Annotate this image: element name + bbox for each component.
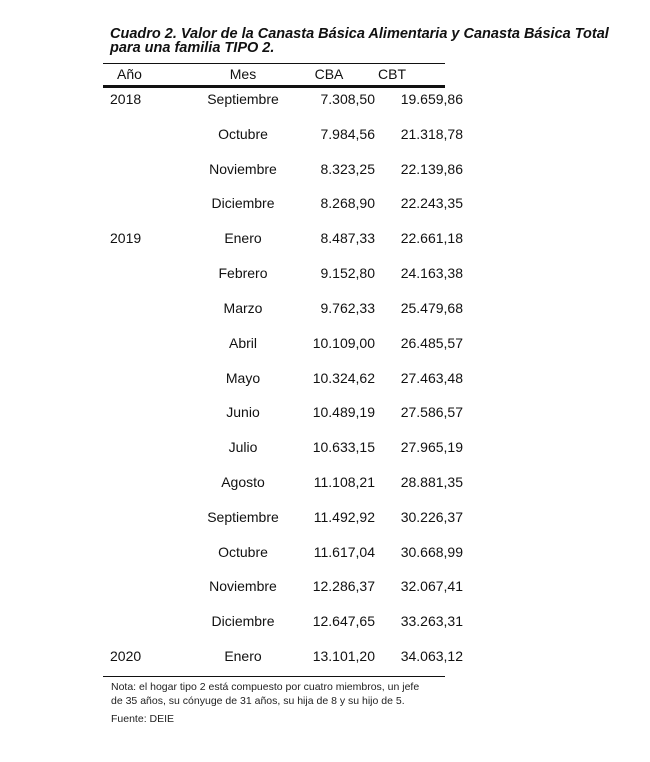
- table-row: [103, 193, 463, 213]
- month-cell: Enero: [224, 230, 262, 247]
- cbt-cell: 33.263,31: [400, 613, 463, 630]
- cbt-cell: 28.881,35: [400, 474, 463, 491]
- table-source: Fuente: DEIE: [111, 713, 175, 725]
- cba-cell: 11.617,04: [313, 543, 375, 560]
- cbt-cell: 22.243,35: [400, 195, 463, 212]
- cba-cell: 8.268,90: [320, 195, 375, 212]
- cbt-cell: 22.139,86: [400, 160, 463, 177]
- cbt-cell: 19.659,86: [400, 91, 463, 107]
- table-row: [103, 402, 463, 422]
- month-cell: Enero: [224, 648, 262, 665]
- month-cell: Octubre: [218, 543, 268, 560]
- month-cell: Septiembre: [207, 91, 279, 107]
- table-row: [103, 576, 463, 596]
- table-row: [103, 368, 463, 388]
- month-cell: Agosto: [221, 474, 265, 491]
- table-note: [111, 680, 451, 708]
- month-cell: Febrero: [218, 265, 268, 282]
- header-cbt: CBT: [378, 66, 406, 82]
- table-row: [103, 611, 463, 631]
- header-cba: CBA: [314, 66, 344, 82]
- table-row: [103, 333, 463, 353]
- table-bottom-rule: [103, 676, 445, 677]
- month-cell: Noviembre: [209, 160, 277, 177]
- month-cell: Diciembre: [211, 613, 275, 630]
- cbt-cell: 30.226,37: [400, 508, 463, 525]
- note-line-1: Nota: el hogar tipo 2 está compuesto por cuatro miembros, un jefe: [111, 681, 420, 693]
- table-row: [103, 298, 463, 318]
- table-row: [103, 263, 463, 283]
- table-row: [103, 507, 463, 527]
- cba-cell: 10.489,19: [312, 404, 375, 421]
- cbt-cell: 27.965,19: [400, 439, 463, 456]
- year-cell: 2019: [110, 230, 142, 247]
- cbt-cell: 27.586,57: [400, 404, 463, 421]
- cbt-cell: 26.485,57: [400, 334, 463, 351]
- cba-cell: 8.487,33: [320, 230, 375, 247]
- month-cell: Julio: [228, 439, 258, 456]
- cba-cell: 10.109,00: [312, 334, 375, 351]
- cba-cell: 9.762,33: [320, 299, 375, 316]
- cba-cell: 11.492,92: [313, 508, 375, 525]
- cba-cell: 12.286,37: [312, 578, 375, 595]
- table-row: [103, 472, 463, 492]
- cbt-cell: 25.479,68: [400, 299, 463, 316]
- table-row: [103, 228, 463, 248]
- month-cell: Octubre: [218, 125, 268, 142]
- header-month: Mes: [229, 66, 257, 82]
- cbt-cell: 30.668,99: [400, 543, 463, 560]
- cbt-cell: 21.318,78: [400, 125, 463, 142]
- table-row: [103, 437, 463, 457]
- cbt-cell: 32.067,41: [400, 578, 463, 595]
- table-title-line-1: Cuadro 2. Valor de la Canasta Básica Alimentaria y Canasta Básica Total: [110, 26, 609, 42]
- month-cell: Diciembre: [211, 195, 275, 212]
- year-cell: 2018: [110, 91, 142, 107]
- cba-cell: 10.633,15: [312, 439, 375, 456]
- cba-cell: 11.108,21: [313, 474, 375, 491]
- month-cell: Mayo: [225, 369, 261, 386]
- table-row: [103, 542, 463, 562]
- year-cell: 2020: [110, 648, 142, 665]
- month-cell: Noviembre: [209, 578, 277, 595]
- cbt-cell: 34.063,12: [400, 648, 463, 665]
- cba-cell: 7.308,50: [320, 91, 375, 107]
- table-row: [103, 159, 463, 179]
- cbt-cell: 22.661,18: [400, 230, 463, 247]
- table-title-line-2: para una familia TIPO 2.: [110, 40, 275, 56]
- month-cell: Septiembre: [207, 508, 279, 525]
- month-cell: Marzo: [223, 299, 263, 316]
- cba-cell: 13.101,20: [312, 648, 375, 665]
- month-cell: Abril: [228, 334, 257, 351]
- cbt-cell: 27.463,48: [400, 369, 463, 386]
- cba-cell: 8.323,25: [320, 160, 375, 177]
- table-row: [103, 646, 463, 666]
- month-cell: Junio: [226, 404, 260, 421]
- table-row: [103, 89, 463, 109]
- note-line-2: de 35 años, su cónyuge de 31 años, su hija de 8 y su hijo de 5.: [111, 695, 405, 707]
- cba-cell: 9.152,80: [320, 265, 375, 282]
- table-row: [103, 124, 463, 144]
- cba-cell: 12.647,65: [312, 613, 375, 630]
- cbt-cell: 24.163,38: [400, 265, 463, 282]
- header-year: Año: [117, 66, 142, 82]
- table-header-rule: [103, 85, 445, 88]
- cba-cell: 7.984,56: [320, 125, 375, 142]
- cba-cell: 10.324,62: [312, 369, 375, 386]
- table-title: [110, 27, 630, 55]
